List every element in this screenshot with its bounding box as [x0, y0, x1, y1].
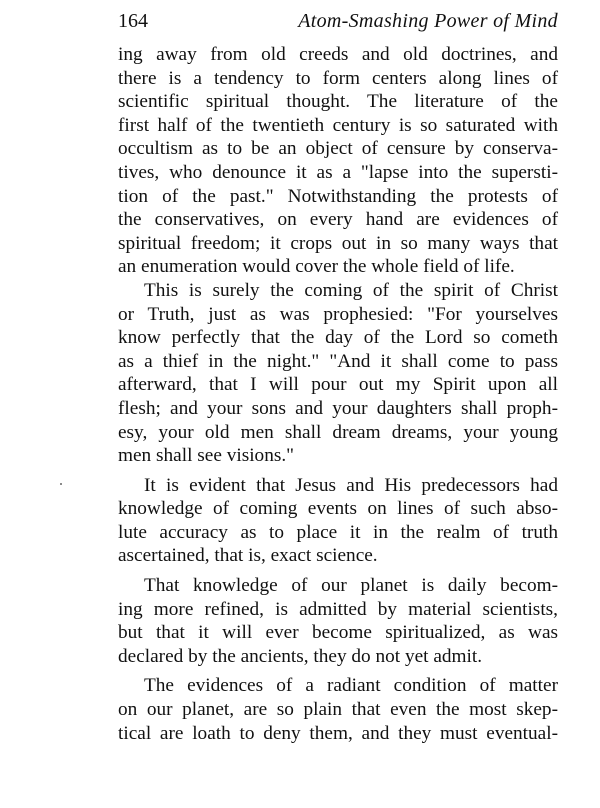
- paragraph-2: [118, 279, 558, 468]
- text-line: ing more refined, is admitted by material scientists,: [118, 598, 558, 620]
- text-line: tion of the past." Notwithstanding the protests of: [118, 185, 558, 207]
- text-line: declared by the ancients, they do not yet admit.: [118, 645, 483, 667]
- text-line: or Truth, just as was prophesied: "For yourselves: [118, 303, 558, 325]
- text-line: the conservatives, on every hand are evidences of: [118, 209, 558, 231]
- text-line: afterward, that I will pour out my Spirit upon all: [118, 374, 558, 396]
- text-line: but that it will ever become spiritualized, as was: [118, 622, 558, 644]
- text-line: esy, your old men shall dream dreams, your young: [118, 421, 558, 443]
- text-line: occultism as to be an object of censure by conserva-: [118, 138, 558, 160]
- print-speck: [60, 483, 62, 485]
- page-header: [118, 10, 558, 36]
- text-line: tives, who denounce it as a "lapse into the supersti-: [118, 161, 558, 183]
- text-line: That knowledge of our planet is daily becom-: [144, 575, 558, 597]
- page-number: 164: [118, 10, 148, 32]
- paragraph-5: [118, 674, 558, 745]
- text-line: tical are loath to deny them, and they must eventual-: [118, 722, 558, 744]
- text-line: flesh; and your sons and your daughters shall proph-: [118, 397, 558, 419]
- running-title: Atom-Smashing Power of Mind: [298, 10, 558, 32]
- text-line: on our planet, are so plain that even the most skep-: [118, 699, 558, 721]
- text-line: first half of the twentieth century is so saturated with: [118, 114, 558, 136]
- text-line: knowledge of coming events on lines of such abso-: [118, 498, 558, 520]
- text-line: an enumeration would cover the whole field of life.: [118, 256, 515, 278]
- text-line: lute accuracy as to place it in the realm of truth: [118, 521, 558, 543]
- text-line: spiritual freedom; it crops out in so many ways that: [118, 232, 558, 254]
- paragraph-3: [118, 474, 558, 568]
- text-line: men shall see visions.": [118, 445, 295, 467]
- text-line: as a thief in the night." "And it shall come to pass: [118, 350, 558, 372]
- paragraph-4: [118, 574, 558, 668]
- text-line: It is evident that Jesus and His predecessors had: [144, 474, 558, 496]
- body-text: [118, 43, 558, 745]
- text-line: The evidences of a radiant condition of matter: [144, 675, 558, 697]
- text-line: ascertained, that is, exact science.: [118, 545, 378, 567]
- text-line: know perfectly that the day of the Lord so cometh: [118, 327, 558, 349]
- text-line: This is surely the coming of the spirit of Christ: [144, 279, 558, 301]
- text-line: scientific spiritual thought. The literature of the: [118, 91, 558, 113]
- paragraph-1: [118, 43, 558, 279]
- text-line: there is a tendency to form centers along lines of: [118, 67, 558, 89]
- text-line: ing away from old creeds and old doctrines, and: [118, 44, 558, 65]
